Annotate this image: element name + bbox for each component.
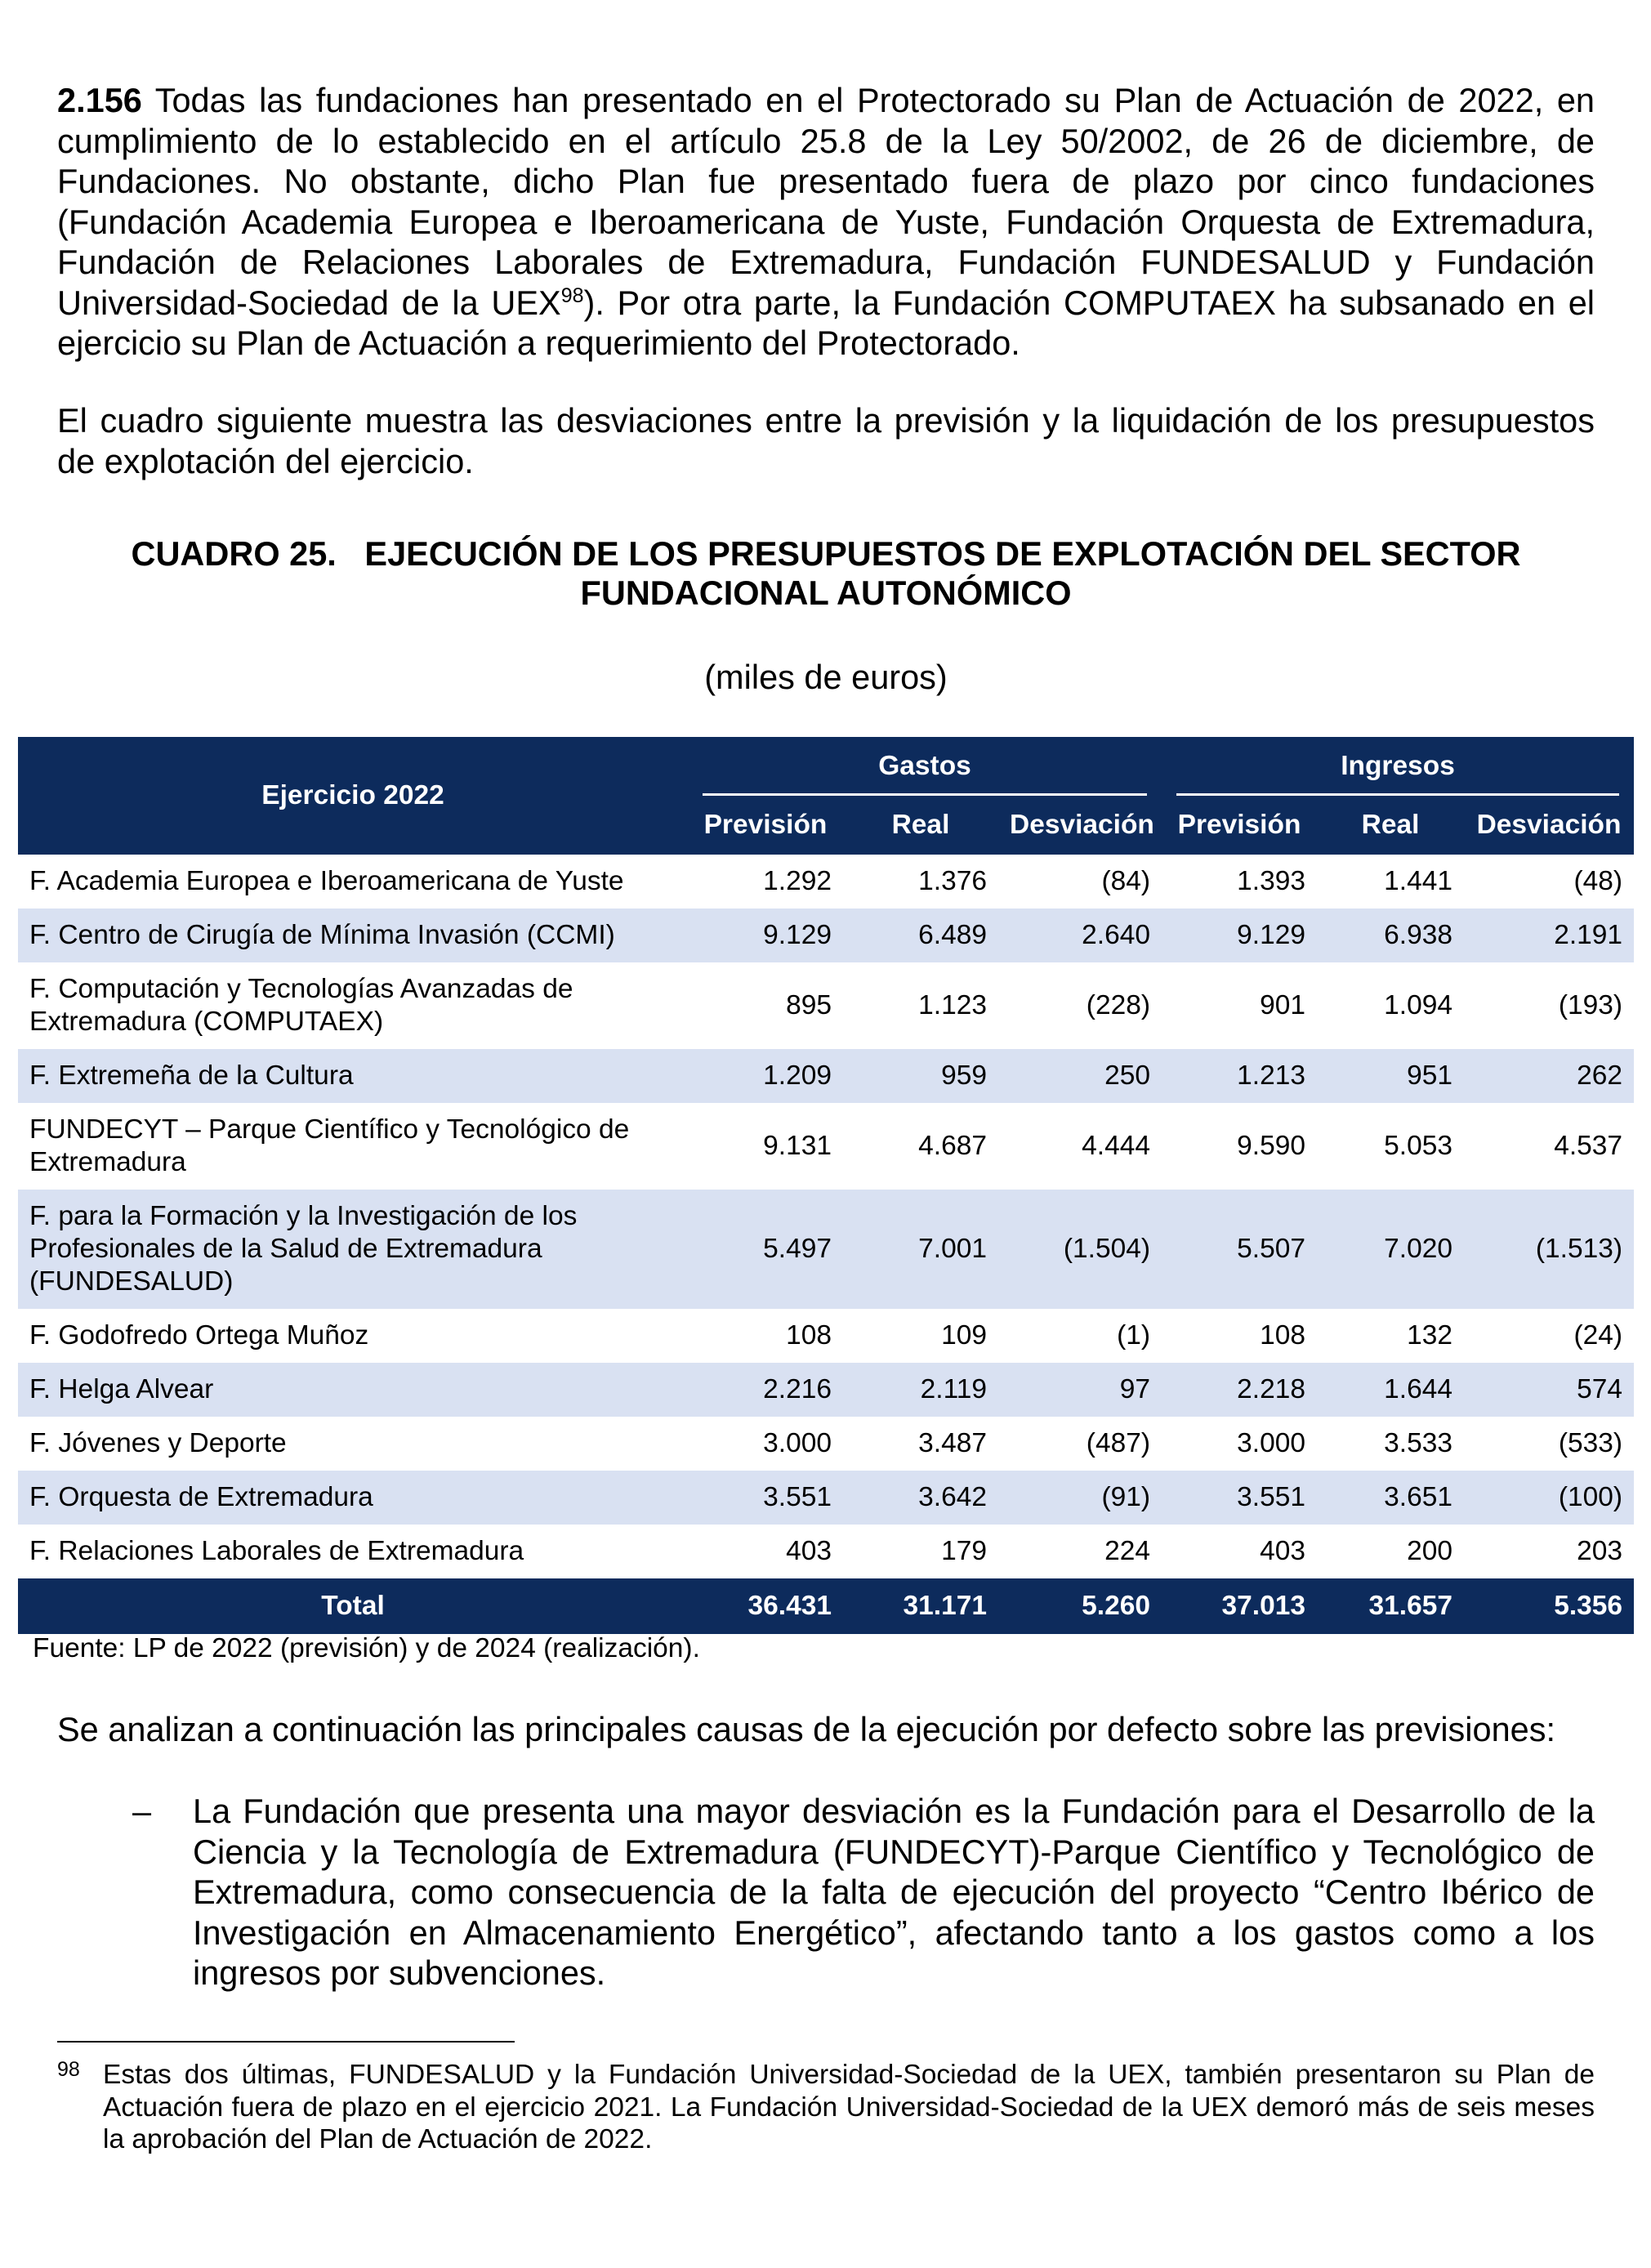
gastos-real: 1.376 [918,866,987,896]
table-row [18,1190,1634,1309]
gastos-desviacion: (487) [1086,1428,1151,1458]
total-label: Total [18,1578,688,1634]
footnote-divider [57,2041,515,2043]
ingresos-real: 200 [1407,1536,1453,1566]
row-name: F. Relaciones Laborales de Extremadura [29,1536,524,1566]
ingresos-desviacion: 203 [1577,1536,1623,1566]
row-name: F. Jóvenes y Deporte [29,1428,287,1458]
table-row [18,1049,1634,1103]
gastos-group-header: Gastos [688,737,1162,796]
ingresos-desviacion: 4.537 [1554,1131,1623,1161]
ingresos-real: 3.651 [1317,1471,1464,1525]
gastos-desviacion: 97 [998,1363,1162,1417]
table-title-line2: FUNDACIONAL AUTONÓMICO [580,574,1072,612]
intro-paragraph: El cuadro siguiente muestra las desviaciones entre la previsión y la liquidación de los presupuestos de explotación del ejercicio. [57,401,1595,480]
gastos-desviacion: (84) [1101,866,1151,896]
gastos-real: 4.687 [918,1131,987,1161]
ingresos-prevision: 9.590 [1237,1131,1306,1161]
gastos-real: 959 [843,1049,998,1103]
table-row [18,1471,1634,1525]
row-name: F. Extremeña de la Cultura [18,1049,688,1103]
table-row [18,1103,1634,1190]
row-name: F. Computación y Tecnologías Avanzadas de Extremadura (COMPUTAEX) [29,974,573,1037]
ingresos-prevision: 5.507 [1162,1190,1317,1309]
gastos-real: 3.642 [843,1471,998,1525]
ingresos-desviacion: 2.191 [1464,909,1634,962]
ingresos-desviacion: (100) [1464,1471,1634,1525]
gastos-desviacion: (91) [998,1471,1162,1525]
ingresos-desviacion: (24) [1573,1320,1623,1351]
table-source: Fuente: LP de 2022 (previsión) y de 2024 (realización). [33,1633,700,1663]
ingresos-real: 1.644 [1317,1363,1464,1417]
table-header-row-1 [18,737,1634,796]
table-row [18,909,1634,962]
gastos-prevision: 1.209 [688,1049,843,1103]
row-name: F. Centro de Cirugía de Mínima Invasión (CCMI) [18,909,688,962]
analysis-intro: Se analizan a continuación las principales causas de la ejecución por defecto sobre las previsiones: [57,1710,1556,1748]
ingresos-real: 5.053 [1384,1131,1453,1161]
ingresos-desviacion: 262 [1464,1049,1634,1103]
ingresos-real: 1.094 [1384,990,1453,1020]
gastos-prevision: 108 [786,1320,832,1351]
ingresos-real: 3.533 [1384,1428,1453,1458]
gastos-real: 7.001 [843,1190,998,1309]
table-row [18,1525,1634,1578]
row-name: F. para la Formación y la Investigación de los Profesionales de la Salud de Extremadura (FUNDESALUD) [18,1190,688,1309]
ingresos-prevision: 108 [1260,1320,1306,1351]
gastos-desviacion: (1.504) [998,1190,1162,1309]
ingresos-desviacion: 574 [1464,1363,1634,1417]
gastos-real: 179 [941,1536,987,1566]
paragraph-2156 [57,80,1595,364]
paragraph-number: 2.156 [57,81,142,119]
footnote-mark: 98 [57,2058,80,2081]
gastos-prevision-header: Previsión [688,796,843,855]
ingresos-desviacion: (533) [1558,1428,1623,1458]
bullet-dash-icon: – [132,1792,152,1830]
gastos-desviacion: (1) [1117,1320,1151,1351]
total-ingresos-desviacion: 5.356 [1464,1578,1634,1634]
gastos-real-header: Real [843,796,998,855]
gastos-prevision: 9.131 [763,1131,832,1161]
gastos-desviacion: 224 [1104,1536,1151,1566]
ingresos-prevision: 3.551 [1162,1471,1317,1525]
ingresos-real-header: Real [1317,796,1464,855]
gastos-real: 1.123 [918,990,987,1020]
gastos-real: 2.119 [843,1363,998,1417]
total-ingresos-real: 31.657 [1317,1578,1464,1634]
paragraph-text-part2: ). Por otra parte, la Fundación COMPUTAEX ha subsanado en el ejercicio su Plan de Actuación a requerimiento del Protectorado. [57,283,1595,362]
gastos-prevision: 3.551 [688,1471,843,1525]
ingresos-prevision: 1.393 [1237,866,1306,896]
row-name: F. Orquesta de Extremadura [18,1471,688,1525]
row-name: FUNDECYT – Parque Científico y Tecnológico de Extremadura [29,1114,630,1177]
row-name: F. Helga Alvear [18,1363,688,1417]
ingresos-desviacion-header: Desviación [1464,796,1634,855]
ingresos-desviacion: (48) [1573,866,1623,896]
total-row [18,1578,1634,1634]
ingresos-desviacion: (193) [1558,990,1623,1020]
gastos-prevision: 3.000 [763,1428,832,1458]
table-title-line1: CUADRO 25. EJECUCIÓN DE LOS PRESUPUESTOS DE EXPLOTACIÓN DEL SECTOR [131,534,1521,573]
gastos-real: 3.487 [918,1428,987,1458]
total-gastos-desviacion: 5.260 [998,1578,1162,1634]
table-row [18,1363,1634,1417]
table-row [18,1417,1634,1471]
bullet-item: La Fundación que presenta una mayor desviación es la Fundación para el Desarrollo de la Ciencia y la Tecnología de Extremadura (FUNDECYT)-Parque Científico y Tecnológico de Extremadura, como consecuencia de la falta de ejecución del proyecto “Centro Ibérico de Investigación en Almacenamiento Energético”, afectando tanto a los gastos como a los ingresos por subvenciones. [193,1792,1595,1992]
row-name: F. Godofredo Ortega Muñoz [29,1320,369,1351]
total-gastos-prevision: 36.431 [688,1578,843,1634]
gastos-desviacion: 2.640 [998,909,1162,962]
ingresos-prevision: 3.000 [1237,1428,1306,1458]
paragraph-text-part1: Todas las fundaciones han presentado en el Protectorado su Plan de Actuación de 2022, en cumplimiento de lo establecido en el artículo 25.8 de la Ley 50/2002, de 26 de diciembre, de Fundaciones. No obstante, dicho Plan fue presentado fuera de plazo por cinco fundaciones (Fundación Academia Europea e Iberoamericana de Yuste, Fundación Orquesta de Extremadura, Fundación de Relaciones Laborales de Extremadura, Fundación FUNDESALUD y Fundación Universidad-Sociedad de la UEX [57,81,1595,322]
table-units: (miles de euros) [704,658,948,696]
gastos-real: 109 [941,1320,987,1351]
year-header: Ejercicio 2022 [18,737,688,855]
ingresos-prevision: 9.129 [1162,909,1317,962]
gastos-prevision: 895 [786,990,832,1020]
ingresos-prevision: 2.218 [1162,1363,1317,1417]
footnote-text: Estas dos últimas, FUNDESALUD y la Fundación Universidad-Sociedad de la UEX, también presentaron su Plan de Actuación fuera de plazo en el ejercicio 2021. La Fundación Universidad-Sociedad de la UEX demoró más de seis meses la aprobación del Plan de Actuación de 2022. [103,2060,1595,2154]
ingresos-prevision: 403 [1260,1536,1306,1566]
gastos-real: 6.489 [843,909,998,962]
ingresos-prevision: 1.213 [1162,1049,1317,1103]
gastos-prevision: 9.129 [688,909,843,962]
gastos-prevision: 2.216 [688,1363,843,1417]
total-ingresos-prevision: 37.013 [1162,1578,1317,1634]
gastos-prevision: 403 [786,1536,832,1566]
gastos-prevision: 5.497 [688,1190,843,1309]
footnote-reference[interactable]: 98 [560,284,584,307]
ingresos-real: 6.938 [1317,909,1464,962]
table-row [18,1309,1634,1363]
total-gastos-real: 31.171 [843,1578,998,1634]
gastos-desviacion: 250 [998,1049,1162,1103]
row-name: F. Academia Europea e Iberoamericana de Yuste [29,866,624,896]
ingresos-real: 7.020 [1317,1190,1464,1309]
ingresos-real: 1.441 [1384,866,1453,896]
ingresos-desviacion: (1.513) [1464,1190,1634,1309]
table-row [18,855,1634,909]
gastos-desviacion-header: Desviación [998,796,1162,855]
gastos-desviacion: 4.444 [1082,1131,1151,1161]
budget-table [18,737,1634,1634]
ingresos-prevision: 901 [1260,990,1306,1020]
ingresos-real: 132 [1407,1320,1453,1351]
ingresos-prevision-header: Previsión [1162,796,1317,855]
ingresos-group-header: Ingresos [1162,737,1634,796]
ingresos-real: 951 [1317,1049,1464,1103]
table-row [18,962,1634,1049]
gastos-prevision: 1.292 [763,866,832,896]
gastos-desviacion: (228) [1086,990,1151,1020]
table-title [57,534,1595,613]
